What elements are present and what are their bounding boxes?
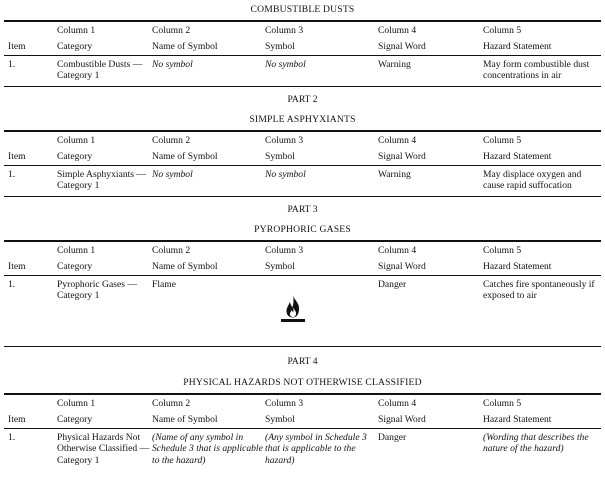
table-row [4, 166, 601, 196]
header-column-2: Column 2 [152, 398, 191, 409]
cell-item: 1. [8, 279, 16, 290]
cell-hazard-statement: May displace oxygen and cause rapid suffocation [483, 169, 582, 192]
header-name-of-symbol: Name of Symbol [152, 41, 218, 52]
header-category: Category [57, 151, 93, 162]
cell-symbol: (Any symbol in Schedule 3 that is applicable to the hazard) [265, 432, 367, 466]
header-signal-word: Signal Word [378, 414, 426, 425]
part-label-3: PART 3 [287, 204, 318, 215]
cell-category: Simple Asphyxiants — Category 1 [57, 169, 147, 192]
header-column-5: Column 5 [483, 245, 522, 256]
cell-item: 1. [8, 169, 16, 180]
header-item: Item [8, 41, 26, 52]
header-signal-word: Signal Word [378, 151, 426, 162]
part-label-2: PART 2 [287, 94, 318, 105]
table-simple-asphyxiants [4, 130, 601, 197]
cell-category: Pyrophoric Gases — Category 1 [57, 279, 137, 302]
header-signal-word: Signal Word [378, 41, 426, 52]
cell-signal-word: Warning [378, 169, 411, 180]
header-hazard-statement: Hazard Statement [483, 151, 552, 162]
header-hazard-statement: Hazard Statement [483, 41, 552, 52]
flame-icon [278, 294, 308, 324]
table-row [4, 429, 601, 469]
table-physical-hazards [4, 393, 601, 469]
header-column-1: Column 1 [57, 398, 96, 409]
header-column-2: Column 2 [152, 25, 191, 36]
cell-category: Physical Hazards Not Otherwise Classified — Category 1 [57, 432, 150, 466]
cell-signal-word: Danger [378, 432, 407, 443]
header-column-3: Column 3 [265, 25, 304, 36]
cell-hazard-statement: Catches fire spontaneously if exposed to air [483, 279, 595, 302]
table-rule [4, 86, 601, 87]
part-label-4: PART 4 [287, 356, 318, 367]
cell-signal-word: Danger [378, 279, 407, 290]
header-category: Category [57, 414, 93, 425]
header-column-2: Column 2 [152, 135, 191, 146]
header-name-of-symbol: Name of Symbol [152, 151, 218, 162]
header-name-of-symbol: Name of Symbol [152, 414, 218, 425]
section-title-physical-hazards: PHYSICAL HAZARDS NOT OTHERWISE CLASSIFIED [183, 377, 422, 388]
header-column-3: Column 3 [265, 398, 304, 409]
cell-category: Combustible Dusts — Category 1 [57, 59, 143, 82]
table-header-row [4, 242, 601, 275]
header-hazard-statement: Hazard Statement [483, 414, 552, 425]
header-column-1: Column 1 [57, 25, 96, 36]
cell-item: 1. [8, 59, 16, 70]
cell-hazard-statement: May form combustible dust concentrations in air [483, 59, 590, 82]
header-category: Category [57, 261, 93, 272]
table-rule [4, 346, 601, 347]
table-combustible-dusts [4, 20, 601, 87]
header-category: Category [57, 41, 93, 52]
header-column-2: Column 2 [152, 245, 191, 256]
section-title-combustible-dusts: COMBUSTIBLE DUSTS [250, 4, 355, 15]
header-column-1: Column 1 [57, 245, 96, 256]
cell-name-of-symbol: Flame [152, 279, 176, 290]
header-symbol: Symbol [265, 41, 295, 52]
header-column-4: Column 4 [378, 135, 417, 146]
header-column-5: Column 5 [483, 25, 522, 36]
header-column-4: Column 4 [378, 398, 417, 409]
table-rule [4, 196, 601, 197]
cell-name-of-symbol: No symbol [152, 59, 193, 70]
header-column-3: Column 3 [265, 245, 304, 256]
header-signal-word: Signal Word [378, 261, 426, 272]
table-header-row [4, 395, 601, 428]
table-header-row [4, 22, 601, 55]
header-item: Item [8, 261, 26, 272]
cell-hazard-statement: (Wording that describes the nature of the hazard) [483, 432, 589, 455]
cell-item: 1. [8, 432, 16, 443]
header-item: Item [8, 414, 26, 425]
table-pyrophoric-gases [4, 240, 601, 347]
header-symbol: Symbol [265, 414, 295, 425]
header-column-4: Column 4 [378, 245, 417, 256]
cell-name-of-symbol: No symbol [152, 169, 193, 180]
header-hazard-statement: Hazard Statement [483, 261, 552, 272]
cell-symbol: No symbol [265, 59, 306, 70]
header-column-5: Column 5 [483, 135, 522, 146]
header-symbol: Symbol [265, 261, 295, 272]
header-name-of-symbol: Name of Symbol [152, 261, 218, 272]
header-column-1: Column 1 [57, 135, 96, 146]
header-column-5: Column 5 [483, 398, 522, 409]
header-column-3: Column 3 [265, 135, 304, 146]
cell-name-of-symbol: (Name of any symbol in Schedule 3 that is applicable to the hazard) [152, 432, 263, 466]
cell-symbol: No symbol [265, 169, 306, 180]
table-header-row [4, 132, 601, 165]
table-row [4, 56, 601, 86]
header-item: Item [8, 151, 26, 162]
table-row [4, 276, 601, 346]
header-column-4: Column 4 [378, 25, 417, 36]
header-symbol: Symbol [265, 151, 295, 162]
section-title-pyrophoric-gases: PYROPHORIC GASES [254, 224, 351, 235]
cell-signal-word: Warning [378, 59, 411, 70]
section-title-simple-asphyxiants: SIMPLE ASPHYXIANTS [249, 114, 356, 125]
